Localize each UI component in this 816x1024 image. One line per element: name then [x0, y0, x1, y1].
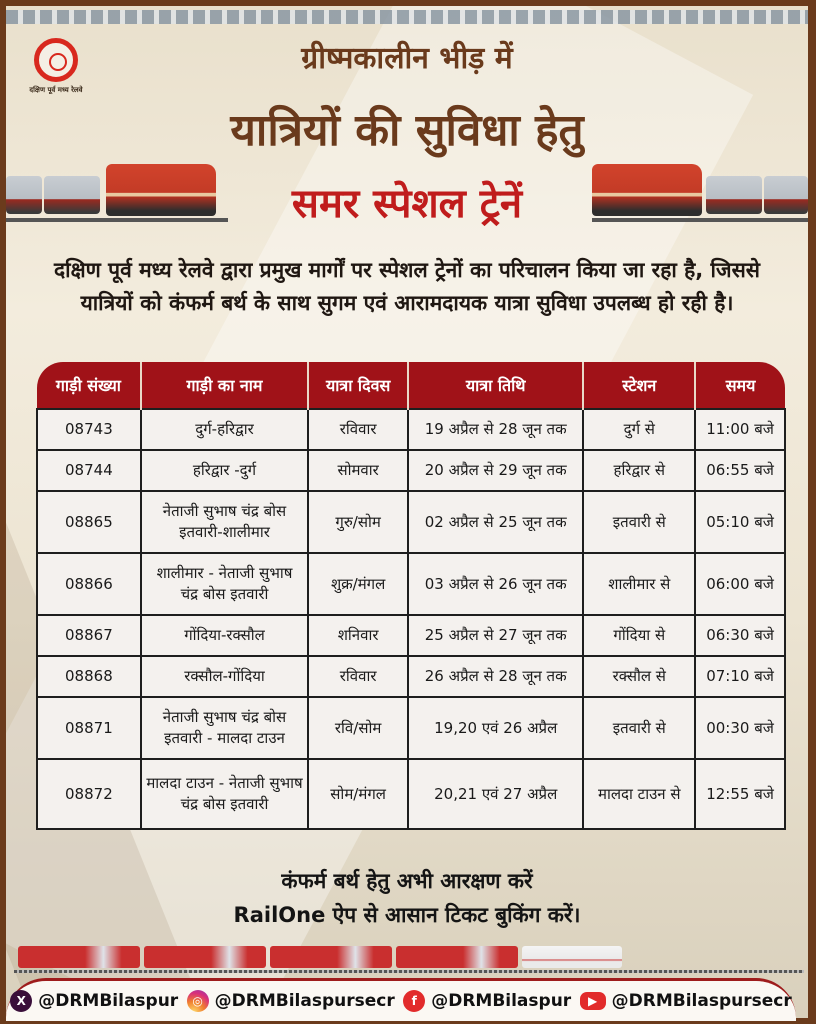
train-coach [764, 176, 808, 214]
train-coach-icon [270, 946, 392, 968]
train-name: दुर्ग-हरिद्वार [141, 409, 308, 450]
station: दुर्ग से [583, 409, 695, 450]
x-icon: X [10, 990, 32, 1012]
headline-line-2: यात्रियों की सुविधा हेतु [230, 105, 584, 156]
train-number: 08744 [37, 450, 141, 491]
locomotive-icon [592, 164, 702, 216]
poster [6, 6, 808, 1018]
table-header-row [37, 362, 785, 409]
facebook-handle[interactable]: @DRMBilaspur [431, 991, 572, 1011]
locomotive-icon [106, 164, 216, 216]
travel-date: 20 अप्रैल से 29 जून तक [408, 450, 583, 491]
table-row [37, 656, 785, 697]
travel-day: गुरु/सोम [308, 491, 408, 553]
train-number: 08865 [37, 491, 141, 553]
special-trains-table [36, 362, 786, 830]
intro-paragraph: दक्षिण पूर्व मध्य रेलवे द्वारा प्रमुख मार्गों पर स्पेशल ट्रेनों का परिचालन किया जा रहा है, जिससे यात्रियों को कंफर्म बर्थ के साथ सुगम एवं आरामदायक यात्रा सुविधा उपलब्ध हो रही है। [54, 258, 760, 315]
header-train-number: गाड़ी संख्या [37, 362, 141, 409]
bottom-train-illustration [14, 946, 804, 974]
train-number: 08872 [37, 759, 141, 829]
train-coach [706, 176, 762, 214]
train-coach [6, 176, 42, 214]
rail-track [592, 218, 808, 222]
train-number: 08866 [37, 553, 141, 615]
youtube-icon: ▶ [580, 992, 606, 1010]
header-station: स्टेशन [583, 362, 695, 409]
train-illustration-right [592, 164, 808, 222]
time: 00:30 बजे [695, 697, 785, 759]
social-media-bar [6, 978, 796, 1021]
youtube-handle[interactable]: @DRMBilaspursecr [611, 991, 792, 1011]
cta-line-2: RailOne ऐप से आसान टिकट बुकिंग करें। [233, 903, 581, 927]
train-illustration-left [6, 164, 228, 222]
train-coach-icon [18, 946, 140, 968]
social-facebook[interactable] [403, 990, 571, 1012]
station: गोंदिया से [583, 615, 695, 656]
train-number: 08871 [37, 697, 141, 759]
instagram-handle[interactable]: @DRMBilaspursecr [214, 991, 395, 1011]
time: 06:30 बजे [695, 615, 785, 656]
train-coach-icon [144, 946, 266, 968]
travel-date: 19 अप्रैल से 28 जून तक [408, 409, 583, 450]
headline-line-3: समर स्पेशल ट्रेनें [291, 181, 523, 227]
time: 06:55 बजे [695, 450, 785, 491]
station: इतवारी से [583, 491, 695, 553]
travel-day: सोम/मंगल [308, 759, 408, 829]
travel-date: 20,21 एवं 27 अप्रैल [408, 759, 583, 829]
header-travel-date: यात्रा तिथि [408, 362, 583, 409]
travel-date: 19,20 एवं 26 अप्रैल [408, 697, 583, 759]
station: मालदा टाउन से [583, 759, 695, 829]
time: 06:00 बजे [695, 553, 785, 615]
top-dashed-strip [6, 10, 808, 24]
table-row [37, 491, 785, 553]
station: शालीमार से [583, 553, 695, 615]
train-coach-icon [396, 946, 518, 968]
travel-date: 02 अप्रैल से 25 जून तक [408, 491, 583, 553]
table-row [37, 553, 785, 615]
headline-line-1: ग्रीष्मकालीन भीड़ में [301, 41, 513, 76]
facebook-icon: f [403, 990, 425, 1012]
train-number: 08867 [37, 615, 141, 656]
train-name: मालदा टाउन - नेताजी सुभाष चंद्र बोस इतवारी [141, 759, 308, 829]
table-row [37, 615, 785, 656]
social-youtube[interactable] [580, 991, 792, 1011]
table-row [37, 697, 785, 759]
train-name: शालीमार - नेताजी सुभाष चंद्र बोस इतवारी [141, 553, 308, 615]
train-name: हरिद्वार -दुर्ग [141, 450, 308, 491]
train-coach [44, 176, 100, 214]
rail-track [14, 970, 804, 973]
travel-day: रविवार [308, 656, 408, 697]
rail-track [6, 218, 228, 222]
train-name: नेताजी सुभाष चंद्र बोस इतवारी - मालदा टाउन [141, 697, 308, 759]
table-row [37, 759, 785, 829]
station: हरिद्वार से [583, 450, 695, 491]
social-instagram[interactable] [187, 990, 395, 1012]
travel-day: रवि/सोम [308, 697, 408, 759]
time: 07:10 बजे [695, 656, 785, 697]
header-travel-day: यात्रा दिवस [308, 362, 408, 409]
cta-line-1: कंफर्म बर्थ हेतु अभी आरक्षण करें [281, 869, 533, 893]
train-name: नेताजी सुभाष चंद्र बोस इतवारी-शालीमार [141, 491, 308, 553]
train-number: 08743 [37, 409, 141, 450]
table-row [37, 450, 785, 491]
header-train-name: गाड़ी का नाम [141, 362, 308, 409]
train-number: 08868 [37, 656, 141, 697]
travel-day: शुक्र/मंगल [308, 553, 408, 615]
time: 05:10 बजे [695, 491, 785, 553]
train-name: गोंदिया-रक्सौल [141, 615, 308, 656]
station: रक्सौल से [583, 656, 695, 697]
train-engine-icon [522, 946, 622, 968]
travel-date: 25 अप्रैल से 27 जून तक [408, 615, 583, 656]
instagram-icon: ◎ [187, 990, 209, 1012]
train-name: रक्सौल-गोंदिया [141, 656, 308, 697]
x-handle[interactable]: @DRMBilaspur [38, 991, 179, 1011]
logo-caption: दक्षिण पूर्व मध्य रेलवे [29, 86, 83, 94]
time: 11:00 बजे [695, 409, 785, 450]
header-time: समय [695, 362, 785, 409]
travel-day: रविवार [308, 409, 408, 450]
travel-date: 03 अप्रैल से 26 जून तक [408, 553, 583, 615]
call-to-action [6, 864, 808, 932]
travel-day: सोमवार [308, 450, 408, 491]
station: इतवारी से [583, 697, 695, 759]
social-x[interactable] [10, 990, 178, 1012]
travel-day: शनिवार [308, 615, 408, 656]
table-row [37, 409, 785, 450]
time: 12:55 बजे [695, 759, 785, 829]
travel-date: 26 अप्रैल से 28 जून तक [408, 656, 583, 697]
